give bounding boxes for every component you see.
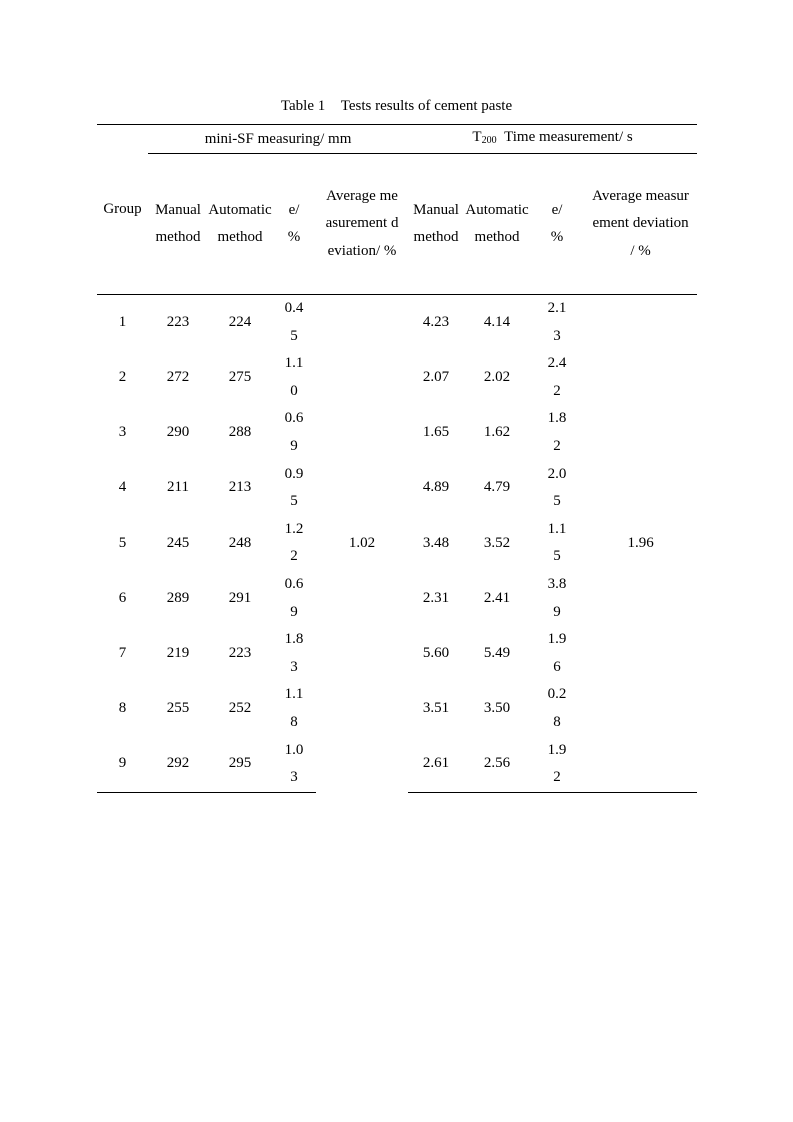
sf-e-cell: 1.22 bbox=[284, 520, 304, 565]
results-table bbox=[97, 124, 697, 793]
sf-e-cell: 0.45 bbox=[284, 300, 304, 344]
group-cell: 3 bbox=[118, 424, 127, 441]
t-e-cell: 2.13 bbox=[547, 300, 567, 344]
table-caption bbox=[0, 96, 793, 116]
sf-e-cell: 0.95 bbox=[284, 465, 304, 510]
group-cell: 2 bbox=[118, 368, 127, 385]
table-title: Tests results of cement paste bbox=[340, 98, 513, 114]
t-manual-cell: 3.51 bbox=[422, 700, 450, 717]
header-t200-group bbox=[408, 125, 697, 154]
header-sf-automatic: Automatic method bbox=[208, 201, 272, 245]
t-auto-cell: 5.49 bbox=[483, 644, 511, 661]
header-t-manual: Manual method bbox=[413, 201, 459, 245]
t-e-cell: 2.42 bbox=[547, 355, 567, 399]
t200-suffix: Time measurement/ s bbox=[504, 129, 633, 145]
sf-auto-cell: 275 bbox=[228, 368, 252, 385]
header-t-automatic: Automatic method bbox=[465, 201, 529, 245]
sf-manual-cell: 272 bbox=[166, 368, 190, 385]
sf-auto-cell: 223 bbox=[228, 644, 252, 661]
t-manual-cell: 2.61 bbox=[408, 737, 464, 793]
sf-manual-cell: 245 bbox=[166, 534, 190, 551]
t200-subscript: 200 bbox=[481, 135, 497, 146]
group-cell: 7 bbox=[118, 644, 127, 661]
t-e-cell: 1.82 bbox=[547, 410, 567, 454]
sf-average-cell: 1.02 bbox=[348, 534, 376, 551]
group-cell: 8 bbox=[118, 700, 127, 717]
sf-e-cell: 1.83 bbox=[284, 631, 304, 675]
t-auto-cell: 4.14 bbox=[483, 313, 511, 330]
t200-prefix: T bbox=[472, 129, 482, 145]
sf-e-cell: 0.69 bbox=[284, 410, 304, 454]
t-e-cell: 2.05 bbox=[547, 465, 567, 510]
header-sf-e: e/ % bbox=[287, 201, 301, 245]
sf-e-cell: 0.69 bbox=[284, 575, 304, 620]
sf-e-cell: 1.10 bbox=[284, 355, 304, 399]
header-row-columns bbox=[97, 154, 697, 295]
sf-manual-cell: 219 bbox=[166, 644, 190, 661]
t-e-cell: 0.28 bbox=[547, 686, 567, 730]
sf-auto-cell: 224 bbox=[228, 313, 252, 330]
sf-auto-cell: 291 bbox=[228, 589, 252, 606]
t-auto-cell: 1.62 bbox=[483, 424, 511, 441]
sf-manual-cell: 289 bbox=[166, 589, 190, 606]
t-average-cell: 1.96 bbox=[584, 295, 697, 793]
t-auto-cell: 4.79 bbox=[483, 479, 511, 496]
sf-e-cell: 1.03 bbox=[272, 737, 316, 793]
t-auto-cell: 2.41 bbox=[483, 589, 511, 606]
t-manual-cell: 1.65 bbox=[422, 424, 450, 441]
t-e-cell: 1.96 bbox=[547, 631, 567, 675]
table-row bbox=[97, 295, 697, 351]
sf-manual-cell: 255 bbox=[166, 700, 190, 717]
header-t-e: e/ % bbox=[550, 201, 564, 245]
group-cell: 9 bbox=[97, 737, 148, 793]
sf-auto-cell: 213 bbox=[228, 479, 252, 496]
t-manual-cell: 4.89 bbox=[422, 479, 450, 496]
group-cell: 6 bbox=[118, 589, 127, 606]
t-auto-cell: 2.02 bbox=[483, 368, 511, 385]
t-e-cell: 1.15 bbox=[547, 520, 567, 565]
sf-manual-cell: 292 bbox=[148, 737, 208, 793]
header-sf-manual: Manual method bbox=[155, 201, 201, 245]
sf-auto-cell: 252 bbox=[228, 700, 252, 717]
header-row-groups bbox=[97, 125, 697, 154]
header-sf-group: mini-SF measuring/ mm bbox=[148, 125, 408, 154]
t-manual-cell: 2.07 bbox=[422, 368, 450, 385]
sf-manual-cell: 211 bbox=[167, 479, 189, 496]
sf-auto-cell: 248 bbox=[228, 534, 252, 551]
header-t-average: Average measurement deviation / % bbox=[592, 187, 689, 259]
header-sf-average: Average measurement deviation/ % bbox=[325, 187, 399, 259]
t-manual-cell: 4.23 bbox=[422, 313, 450, 330]
group-cell: 1 bbox=[118, 313, 127, 330]
group-cell: 4 bbox=[118, 479, 127, 496]
sf-auto-cell: 295 bbox=[208, 737, 272, 793]
t-auto-cell: 2.56 bbox=[464, 737, 530, 793]
t-auto-cell: 3.52 bbox=[483, 534, 511, 551]
t-manual-cell: 5.60 bbox=[422, 644, 450, 661]
table-number: Table 1 bbox=[280, 98, 326, 114]
sf-manual-cell: 290 bbox=[166, 424, 190, 441]
sf-auto-cell: 288 bbox=[228, 424, 252, 441]
sf-manual-cell: 223 bbox=[166, 313, 190, 330]
t-manual-cell: 2.31 bbox=[422, 589, 450, 606]
group-cell: 5 bbox=[118, 534, 127, 551]
t-e-cell: 1.92 bbox=[530, 737, 584, 793]
sf-e-cell: 1.18 bbox=[284, 686, 304, 730]
header-group: Group bbox=[97, 125, 148, 295]
t-e-cell: 3.89 bbox=[547, 575, 567, 620]
t-auto-cell: 3.50 bbox=[483, 700, 511, 717]
t-manual-cell: 3.48 bbox=[422, 534, 450, 551]
